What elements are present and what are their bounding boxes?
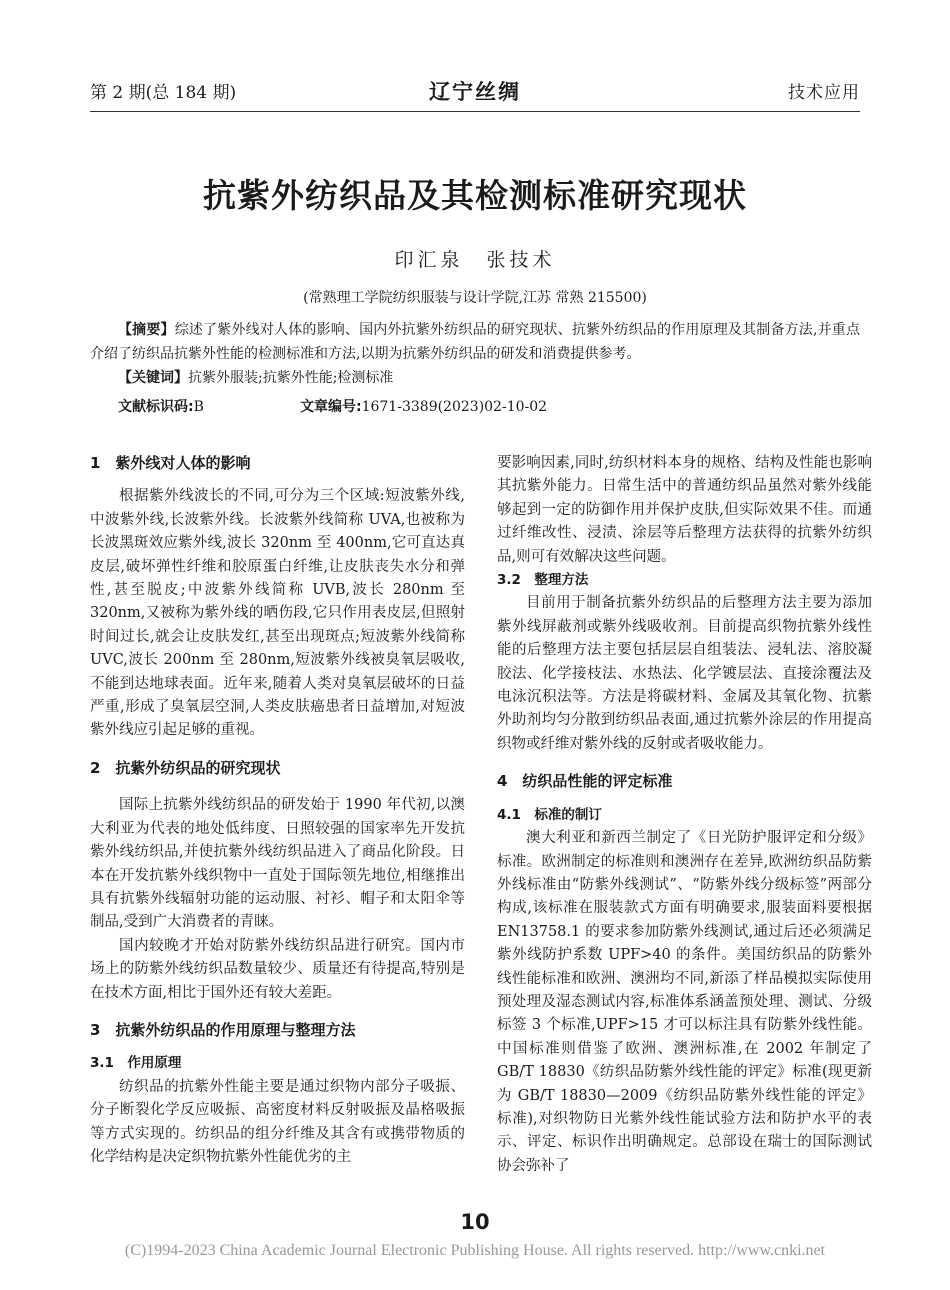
article-number-value: 1671-3389(2023)02-10-02 xyxy=(361,399,548,415)
doc-code xyxy=(118,396,204,416)
keywords-text: 抗紫外服装;抗紫外性能;检测标准 xyxy=(188,370,394,386)
journal-name: 辽宁丝绸 xyxy=(429,79,521,104)
abstract-text: 综述了紫外线对人体的影响、国内外抗紫外纺织品的研究现状、抗紫外纺织品的作用原理及其制备方法,并重点介绍了纺织品抗紫外性能的检测标准和方法,以期为抗紫外纺织品的研发和消费提供参考。 xyxy=(90,322,860,362)
paragraph: 根据紫外线波长的不同,可分为三个区域:短波紫外线,中波紫外线,长波紫外线。长波紫外线简称 UVA,也被称为长波黑斑效应紫外线,波长 320nm 至 400nm,它可直达真皮层,破坏弹性纤维和胶原蛋白纤维,让皮肤丧失水分和弹性,甚至脱皮;中波紫外线简称 UVB,波长 280nm 至 320nm,又被称为紫外线的晒伤段,它只作用表皮层,但照射时间过长,就会让皮肤发红,甚至出现斑点;短波紫外线简称 UVC,波长 200nm 至 280nm,短波紫外线被臭氧层吸收,不能到达地球表面。近年来,随着人类对臭氧层破坏的日益严重,形成了臭氧层空洞,人类皮肤癌患者日益增加,对短波紫外线应引起足够的重视。 xyxy=(90,488,465,739)
abstract-label: 【摘要】 xyxy=(118,322,175,338)
paragraph: 国际上抗紫外线纺织品的研发始于 1990 年代初,以澳大利亚为代表的地处低纬度、日照较强的国家率先开发抗紫外线纺织品,并使抗紫外线纺织品进入了商品化阶段。日本在开发抗紫外线织物中一直处于国际领先地位,相继推出具有抗紫外线辐射功能的运动服、衬衫、帽子和太阳伞等制品,受到广大消费者的青睐。 xyxy=(90,797,465,931)
copyright-footer: (C)1994-2023 China Academic Journal Electronic Publishing House. All rights reserved. http://www.cnki.net xyxy=(124,1242,826,1259)
section-heading: 1 紫外线对人体的影响 xyxy=(90,454,251,472)
doc-code-value: B xyxy=(193,399,204,415)
paragraph: 国内较晚才开始对防紫外线纺织品进行研究。国内市场上的防紫外线纺织品数量较少、质量还有待提高,特别是在技术方面,相比于国外还有较大差距。 xyxy=(90,937,465,1001)
section-heading: 4 纺织品性能的评定标准 xyxy=(497,772,673,791)
section-heading: 2 抗紫外纺织品的研究现状 xyxy=(90,758,281,777)
keywords-label: 【关键词】 xyxy=(118,370,188,386)
left-column xyxy=(90,452,465,1169)
abstract xyxy=(90,318,860,366)
paragraph: 纺织品的抗紫外性能主要是通过织物内部分子吸振、分子断裂化学反应吸振、高密度材料反射吸振及晶格吸振等方式实现的。纺织品的组分纤维及其含有或携带物质的化学结构是决定织物抗紫外性能优劣的主 xyxy=(90,1078,465,1165)
right-column xyxy=(497,452,872,1178)
keywords xyxy=(90,366,860,390)
running-header xyxy=(90,78,860,108)
article-title: 抗紫外纺织品及其检测标准研究现状 xyxy=(203,176,747,215)
subsection-heading: 3.1 作用原理 xyxy=(90,1055,182,1072)
issue-label: 第 2 期(总 184 期) xyxy=(90,83,237,103)
header-divider xyxy=(90,111,860,112)
paragraph: 要影响因素,同时,纺织材料本身的规格、结构及性能也影响其抗紫外能力。日常生活中的普通纺织品虽然对紫外线能够起到一定的防御作用并保护皮肤,但实际效果不佳。而通过纤维改性、浸渍、涂层等后整理方法获得的抗紫外纺织品,则可有效解决这些问题。 xyxy=(497,455,872,565)
page-number: 10 xyxy=(460,1210,490,1234)
authors: 印汇泉 张技术 xyxy=(394,249,556,271)
article-number xyxy=(300,396,547,416)
affiliation: (常熟理工学院纺织服装与设计学院,江苏 常熟 215500) xyxy=(303,290,647,306)
article-number-label: 文章编号: xyxy=(300,399,362,415)
subsection-heading: 3.2 整理方法 xyxy=(497,572,589,589)
section-heading: 3 抗紫外纺织品的作用原理与整理方法 xyxy=(90,1020,356,1039)
abstract-block xyxy=(90,318,860,390)
section-label: 技术应用 xyxy=(788,83,860,103)
paragraph: 澳大利亚和新西兰制定了《日光防护服评定和分级》标准。欧洲制定的标准则和澳洲存在差异,欧洲纺织品防紫外线标准由“防紫外线测试”、“防紫外线分级标签”两部分构成,该标准在服装款式方面有明确要求,服装面料要根据 EN13758.1 的要求参加防紫外线测试,通过后还必须满足紫外线防护系数 UPF>40 的条件。美国纺织品的防紫外线性能标准和欧洲、澳洲均不同,新添了样品模拟实际使用预处理及湿态测试内容,标准体系涵盖预处理、测试、分级标签 3 个标准,UPF>15 才可以标注具有防紫外线性能。中国标准则借鉴了欧洲、澳洲标准,在 2002 年制定了 GB/T 18830《纺织品防紫外线性能的评定》标准(现更新为 GB/T 18830—2009《纺织品防紫外线性能的评定》标准),对织物防日光紫外线性能试验方法和防护水平的表示、评定、标识作出明确规定。总部设在瑞士的国际测试协会弥补了 xyxy=(497,830,872,1174)
subsection-heading: 4.1 标准的制订 xyxy=(497,806,602,823)
paragraph: 目前用于制备抗紫外纺织品的后整理方法主要为添加紫外线屏蔽剂或紫外线吸收剂。目前提高织物抗紫外线性能的后整理方法主要包括层层自组装法、浸轧法、溶胶凝胶法、化学接枝法、水热法、化学镀层法、直接涂覆法及电泳沉积法等。方法是将碳材料、金属及其氧化物、抗紫外助剂均匀分散到纺织品表面,通过抗紫外涂层的作用提高织物或纤维对紫外线的反射或者吸收能力。 xyxy=(497,595,872,752)
doc-code-label: 文献标识码: xyxy=(118,399,194,415)
